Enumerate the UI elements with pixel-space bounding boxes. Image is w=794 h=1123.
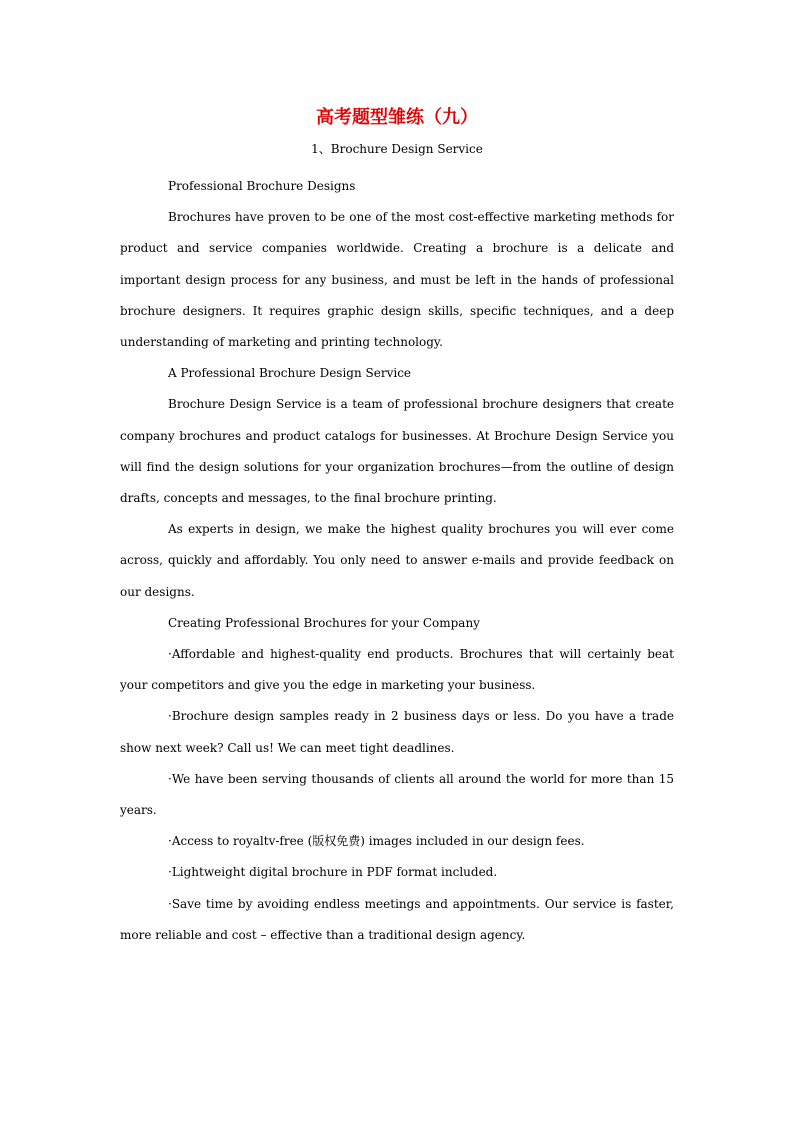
bullet-item: ·Brochure design samples ready in 2 business days or less. Do you have a trade show next week? Call us! We can meet tight deadlines. (120, 709, 674, 755)
paragraph-intro: Brochures have proven to be one of the most cost-effective marketing methods for product and service companies worldwide. Creating a brochure is a delicate and important design process for any business, and must be left in the hands of professional brochure designers. It requires graphic design skills, specific techniques, and a deep understanding of marketing and printing technology. (120, 210, 674, 350)
bullet-item: ·We have been serving thousands of clients all around the world for more than 15 years. (120, 771, 674, 818)
paragraph-experts: As experts in design, we make the highest quality brochures you will ever come across, quickly and affordably. You only need to answer e-mails and provide feedback on our designs. (120, 522, 674, 599)
bullet-item: ·Lightweight digital brochure in PDF format included. (168, 865, 498, 880)
section-heading-design-service: A Professional Brochure Design Service (168, 366, 412, 381)
section-heading-creating-brochures: Creating Professional Brochures for your Company (168, 615, 480, 630)
document-page (120, 104, 674, 951)
passage-title: 1、Brochure Design Service (311, 142, 483, 156)
section-heading-professional-brochure-designs: Professional Brochure Designs (168, 179, 356, 193)
bullet-item: ·Access to royaltv-free (版权免费) images included in our design fees. (168, 834, 585, 849)
bullet-item: ·Affordable and highest-quality end products. Brochures that will certainly beat your competitors and give you the edge in marketing your business. (120, 647, 674, 693)
paragraph-team: Brochure Design Service is a team of professional brochure designers that create company brochures and product catalogs for businesses. At Brochure Design Service you will find the design solutions for your organization brochures—from the outline of design drafts, concepts and messages, to the final brochure printing. (120, 397, 674, 506)
page-title: 高考题型雏练（九） (316, 107, 478, 128)
bullet-item: ·Save time by avoiding endless meetings and appointments. Our service is faster, more reliable and cost – effective than a traditional design agency. (120, 896, 674, 942)
